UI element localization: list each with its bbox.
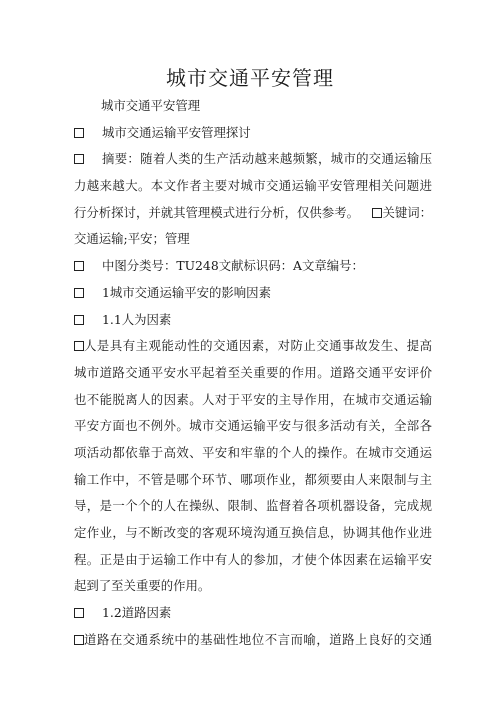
subtitle-text: 城市交通平安管理: [101, 98, 201, 113]
checkbox-square-icon: [74, 341, 84, 351]
document-title: 城市交通平安管理: [166, 66, 334, 90]
classification-line: [74, 253, 432, 280]
abstract-line-1: [74, 146, 432, 173]
subsection-heading-1-2: [74, 600, 432, 627]
section-heading-1: [74, 280, 432, 307]
paragraph-line: 定作业，与不断改变的客观环境沟通互换信息，协调其他作业进: [74, 525, 432, 540]
subsection-heading-1-1: [74, 307, 432, 334]
checkbox-square-icon: [74, 288, 84, 298]
paragraph-text: 道路在交通系统中的基础性地位不言而喻，道路上良好的交通: [84, 631, 432, 647]
checkbox-square-icon: [74, 635, 84, 645]
keywords-line: 交通运输;平安；管理: [74, 231, 190, 247]
checkbox-square-icon: [74, 315, 84, 325]
keywords-label-group: [372, 200, 432, 227]
abstract-line-2: 力越来越大。本文作者主要对城市交通运输平安管理相关问题进: [74, 178, 432, 194]
section-heading-text: 1城市交通运输平安的影响因素: [102, 284, 271, 300]
checkbox-square-icon: [74, 128, 84, 138]
paragraph-text: 行分析探讨，并就其管理模式进行分析，仅供参考。: [74, 204, 359, 220]
keywords-label: 关键词：: [382, 204, 432, 220]
subtitle-line: [74, 93, 432, 120]
paragraph-line: 平安方面也不例外。城市交通运输平安与很多活动有关，全部各: [74, 418, 432, 434]
checkbox-square-icon: [74, 608, 84, 618]
paragraph-line: 项活动都依靠于高效、平安和牢靠的个人的操作。在城市交通运: [74, 444, 432, 460]
checkbox-square-icon: [74, 261, 84, 271]
classification-text: 中图分类号：TU248文献标识码：A文章编号：: [102, 258, 364, 274]
paragraph-text: 人是具有主观能动性的交通因素，对防止交通事故发生、提高: [84, 338, 432, 354]
paragraph-line: [74, 333, 432, 360]
subsection-heading-text: 1.1人为因素: [102, 311, 172, 327]
paragraph-line: [74, 627, 432, 654]
checkbox-square-icon: [74, 154, 84, 164]
paragraph-line: 也不能脱离人的因素。人对于平安的主导作用，在城市交通运输: [74, 391, 432, 407]
heading-line: [74, 120, 432, 147]
paragraph-line: 导，是一个个的人在操纵、限制、监督着各项机器设备，完成规: [74, 498, 432, 514]
paragraph-line: 输工作中，不管是哪个环节、哪项作业，都须要由人来限制与主: [74, 471, 432, 487]
subsection-heading-text: 1.2道路因素: [102, 605, 172, 621]
paragraph-text: 摘要：随着人类的生产活动越来越频繁，城市的交通运输压: [102, 151, 432, 167]
heading-text: 城市交通运输平安管理探讨: [102, 124, 251, 140]
paragraph-line: 程。正是由于运输工作中有人的参加，才使个体因素在运输平安: [74, 551, 432, 567]
abstract-line-3: [74, 200, 432, 227]
document-body: [74, 93, 432, 653]
paragraph-line: 城市道路交通平安水平起着至关重要的作用。道路交通平安评价: [74, 364, 432, 380]
checkbox-square-icon: [372, 208, 382, 218]
paragraph-line: 起到了至关重要的作用。: [74, 578, 211, 594]
